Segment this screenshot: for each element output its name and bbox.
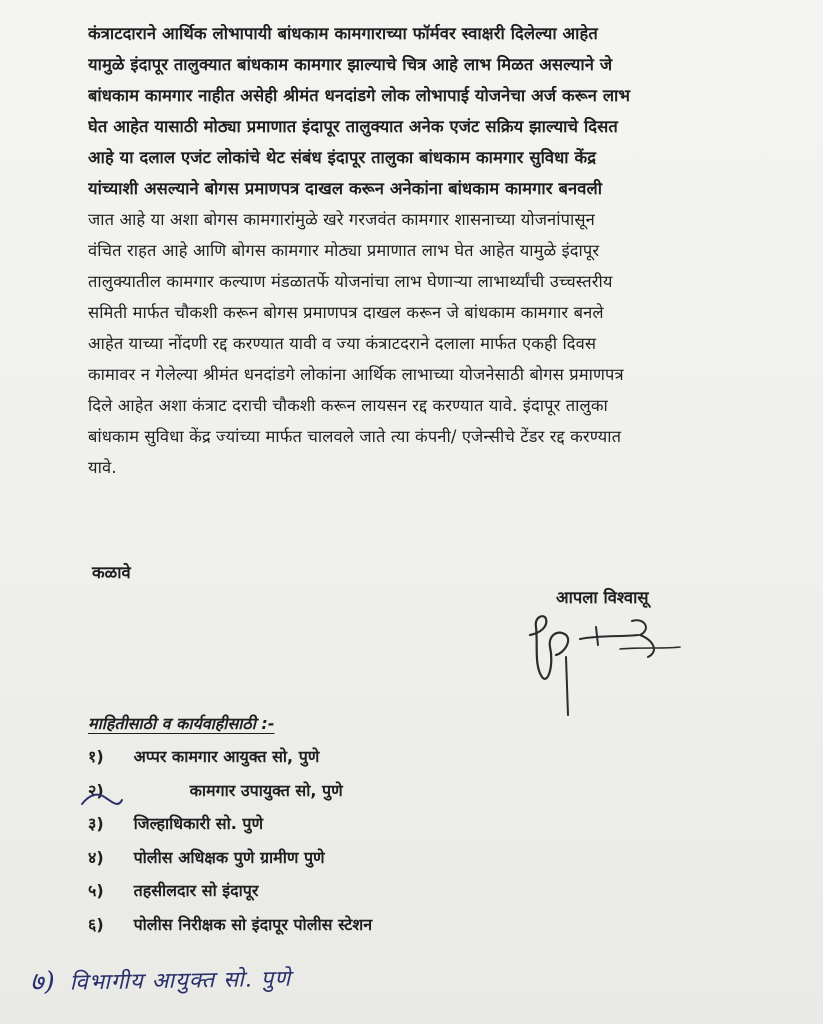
pen-scribble-icon <box>76 786 126 816</box>
handwritten-number: ७) <box>29 966 56 998</box>
cc-item-number: ४) <box>88 847 104 867</box>
letter-line: यांच्याशी असल्याने बोगस प्रमाणपत्र दाखल करून अनेकांना बांधकाम कामगार बनवली <box>88 179 603 198</box>
letter-line: कंत्राटदाराने आर्थिक लोभापायी बांधकाम कामगाराच्या फॉर्मवर स्वाक्षरी दिलेल्या आहेत <box>88 24 598 43</box>
signature-image <box>520 605 700 720</box>
handwritten-cc-item <box>30 958 292 999</box>
cc-item-text: पोलीस निरीक्षक सो इंदापूर पोलीस स्टेशन <box>133 914 373 934</box>
letter-line: वंचित राहत आहे आणि बोगस कामगार मोठ्या प्रमाणात लाभ घेत आहेत यामुळे इंदापूर <box>88 241 600 260</box>
letter-line: आहेत याच्या नोंदणी रद्द करण्यात यावी व ज्या कंत्राटदराने दलाला मार्फत एकही दिवस <box>88 334 597 353</box>
cc-item-text: अप्पर कामगार आयुक्त सो, पुणे <box>133 747 320 766</box>
cc-item-text: जिल्हाधिकारी सो. पुणे <box>133 814 264 833</box>
letter-line: बांधकाम सुविधा केंद्र ज्यांच्या मार्फत चालवले जाते त्या कंपनी/ एजेन्सीचे टेंडर रद्द करण्यात <box>88 427 622 446</box>
handwritten-text: विभागीय आयुक्त सो. पुणे <box>69 966 292 996</box>
cc-item <box>88 841 372 875</box>
letter-line: समिती मार्फत चौकशी करून बोगस प्रमाणपत्र दाखल करून जे बांधकाम कामगार बनले <box>88 303 604 322</box>
letter-line: दिले आहेत अशा कंत्राट दराची चौकशी करून लायसन रद्द करण्यात यावे. इंदापूर तालुका <box>88 396 608 415</box>
cc-item-number: ६) <box>88 914 104 934</box>
cc-item <box>88 874 372 908</box>
cc-title: माहितीसाठी व कार्यवाहीसाठी :- <box>88 714 275 733</box>
cc-item-number: ३) <box>88 814 104 833</box>
letter-line: यावे. <box>88 458 117 477</box>
letter-line: यामुळे इंदापूर तालुक्यात बांधकाम कामगार झाल्याचे चित्र आहे लाभ मिळत असल्याने जे <box>88 55 613 74</box>
cc-item <box>88 774 372 808</box>
cc-item <box>88 807 372 841</box>
letter-line: घेत आहेत यासाठी मोठ्या प्रमाणात इंदापूर तालुक्यात अनेक एजंट सक्रिय झाल्याचे दिसत <box>88 117 618 136</box>
cc-item-text: तहसीलदार सो इंदापूर <box>133 881 259 900</box>
cc-list <box>88 712 372 941</box>
cc-item-number: १) <box>88 747 104 766</box>
letter-line: बांधकाम कामगार नाहीत असेही श्रीमंत धनदांडगे लोक लोभापाई योजनेचा अर्ज करून लाभ <box>88 86 631 105</box>
cc-item <box>88 908 372 942</box>
cc-item-text: कामगार उपायुक्त सो, पुणे <box>189 780 343 800</box>
letter-line: जात आहे या अशा बोगस कामगारांमुळे खरे गरजवंत कामगार शासनाच्या योजनांपासून <box>88 210 595 229</box>
letter-line: तालुक्यातील कामगार कल्याण मंडळातर्फे योजनांचा लाभ घेणाऱ्या लाभार्थ्यांची उच्चस्तरीय <box>88 272 613 291</box>
regards-text: आपला विश्वासू <box>556 588 649 607</box>
closing-text: कळावे <box>92 563 131 582</box>
cc-item-number: ५) <box>88 881 104 900</box>
letter-body <box>88 18 800 483</box>
letter-line: कामावर न गेलेल्या श्रीमंत धनदांडगे लोकांना आर्थिक लाभाच्या योजनेसाठी बोगस प्रमाणपत्र <box>88 365 624 384</box>
letter-line: आहे या दलाल एजंट लोकांचे थेट संबंध इंदापूर तालुका बांधकाम कामगार सुविधा केंद्र <box>88 148 597 167</box>
cc-item-text: पोलीस अधिक्षक पुणे ग्रामीण पुणे <box>133 847 325 867</box>
cc-item <box>88 740 372 774</box>
cc-item-number: २) <box>88 780 104 800</box>
